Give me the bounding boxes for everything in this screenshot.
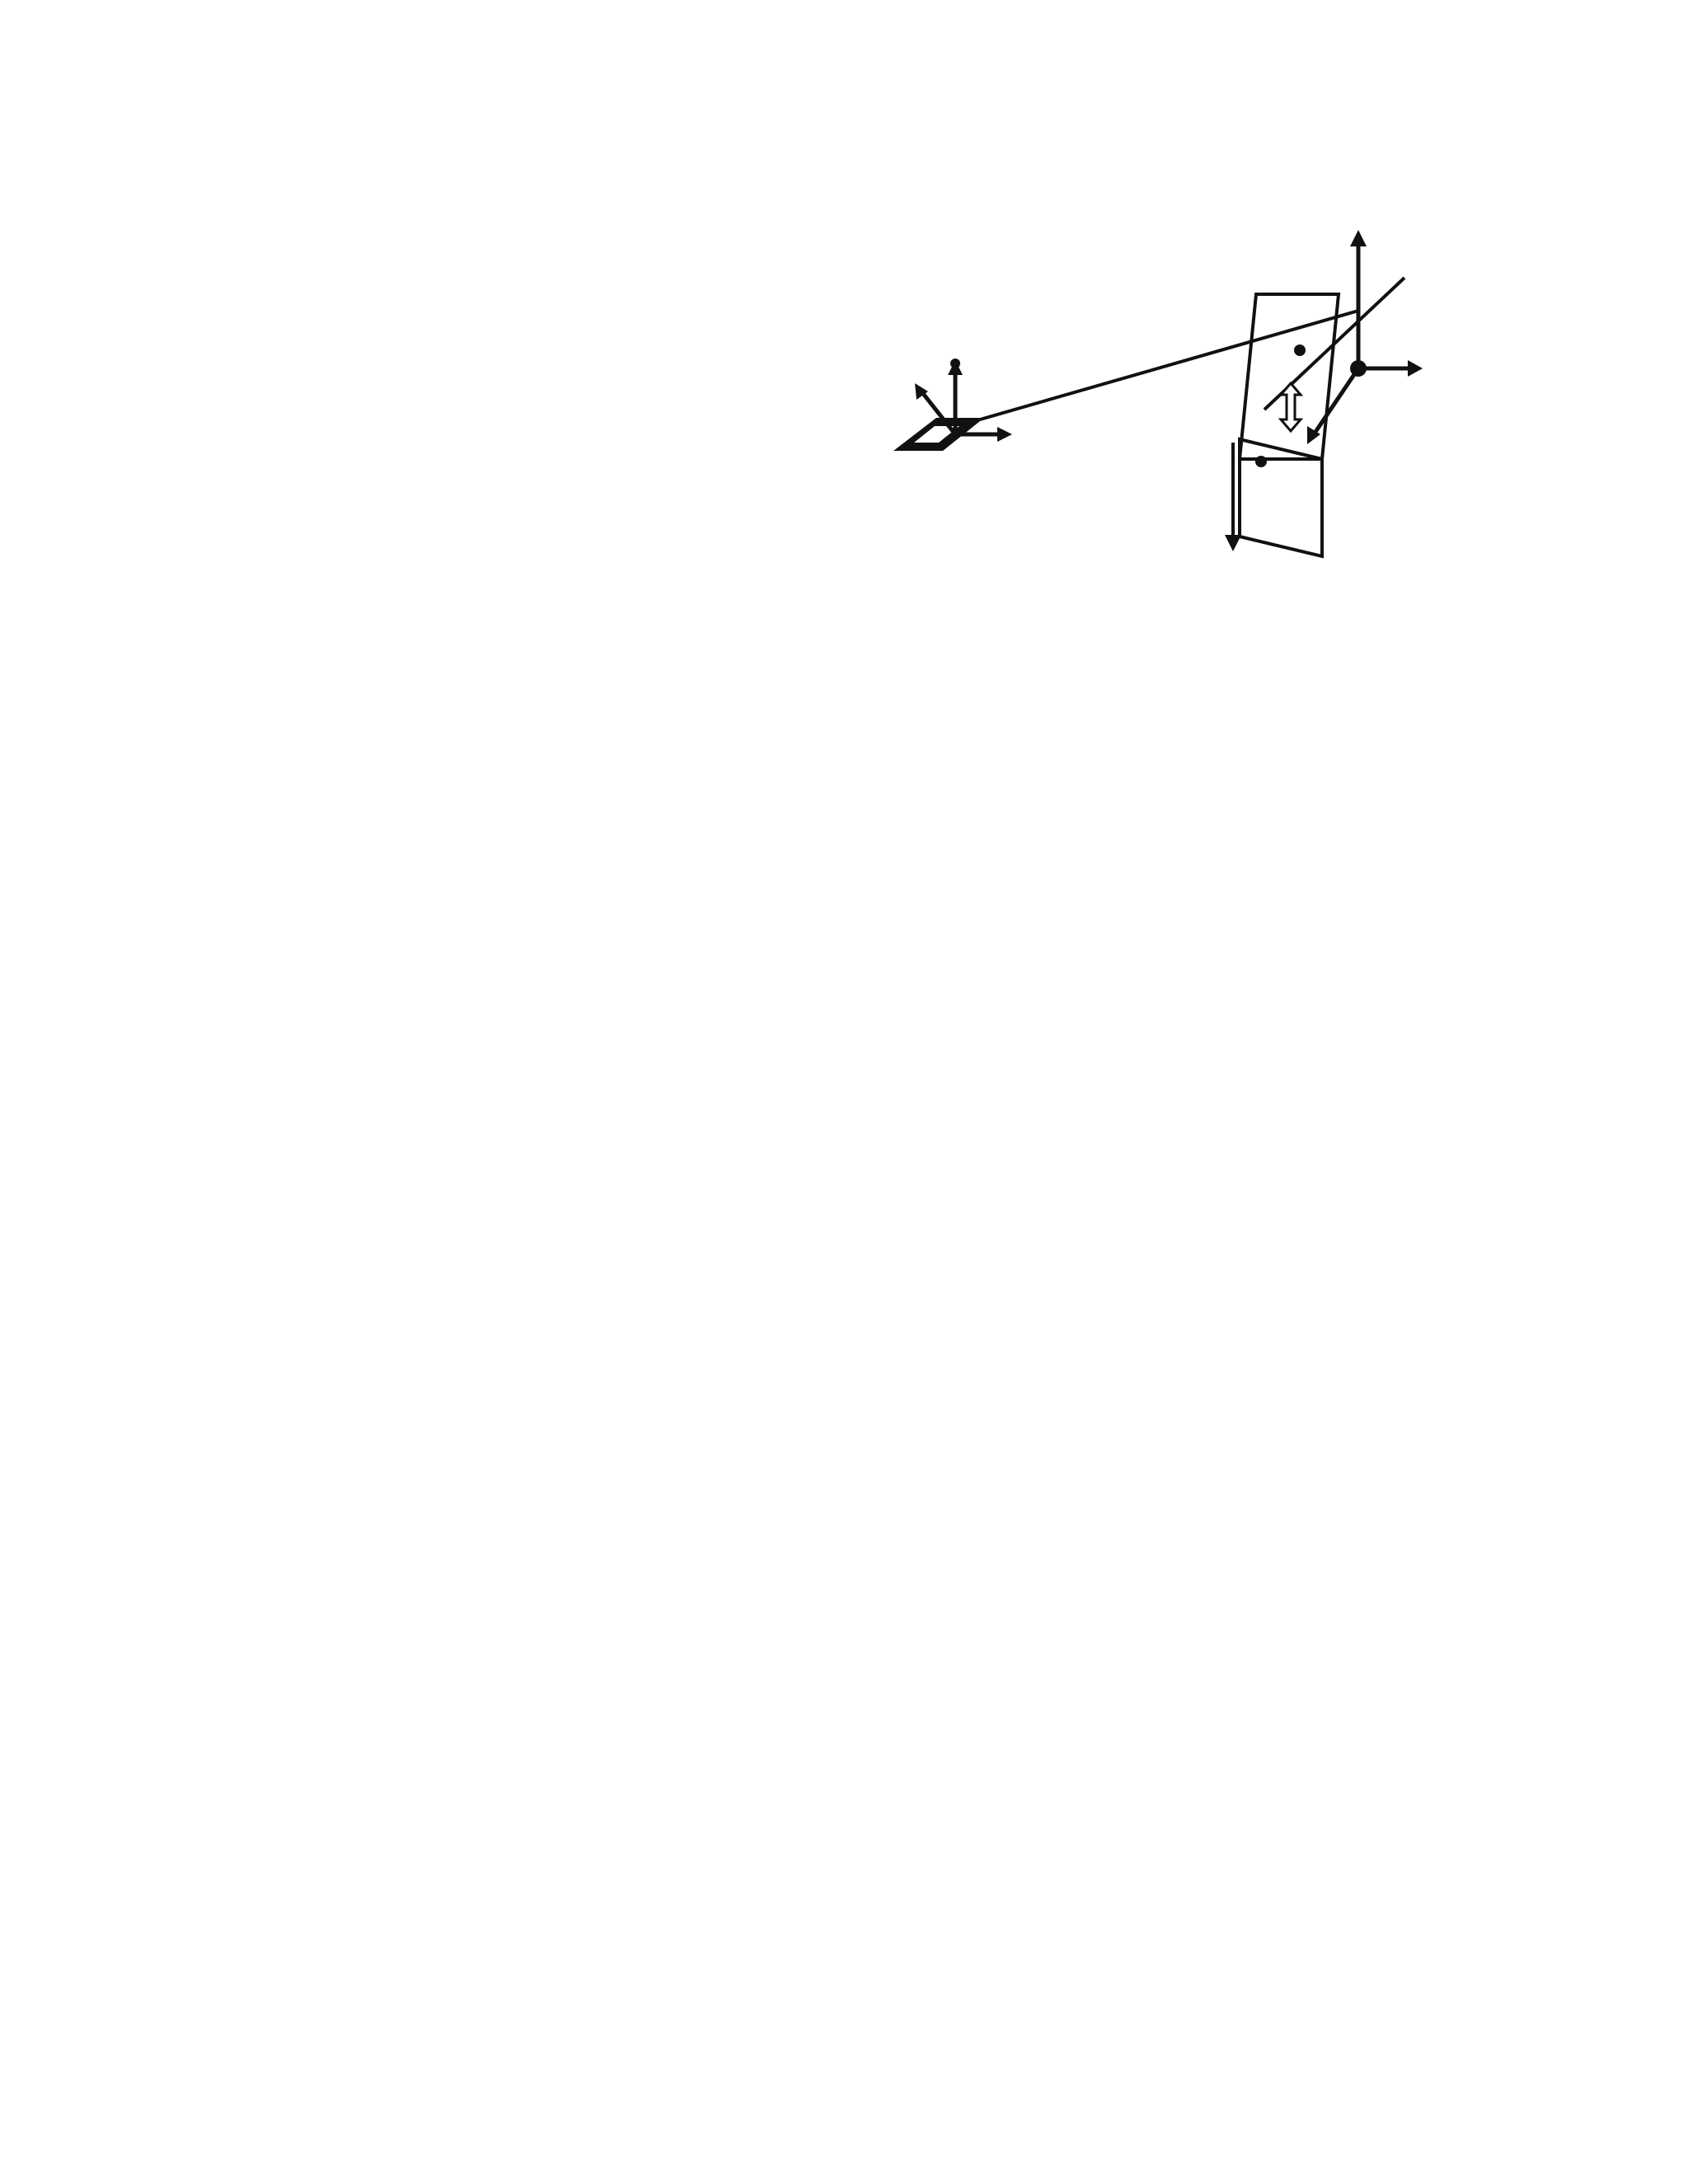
- right-column: [877, 148, 1540, 1137]
- camera-y-axis: [1314, 368, 1358, 434]
- distortion-arrow: [1281, 383, 1301, 431]
- observed-screen-plane: [1240, 439, 1322, 556]
- left-column: [148, 148, 812, 158]
- equation-1: [877, 578, 1540, 924]
- equation-2: [877, 940, 1540, 1126]
- figure-14-diagram: [877, 227, 1540, 573]
- projection-ray: [980, 311, 1358, 419]
